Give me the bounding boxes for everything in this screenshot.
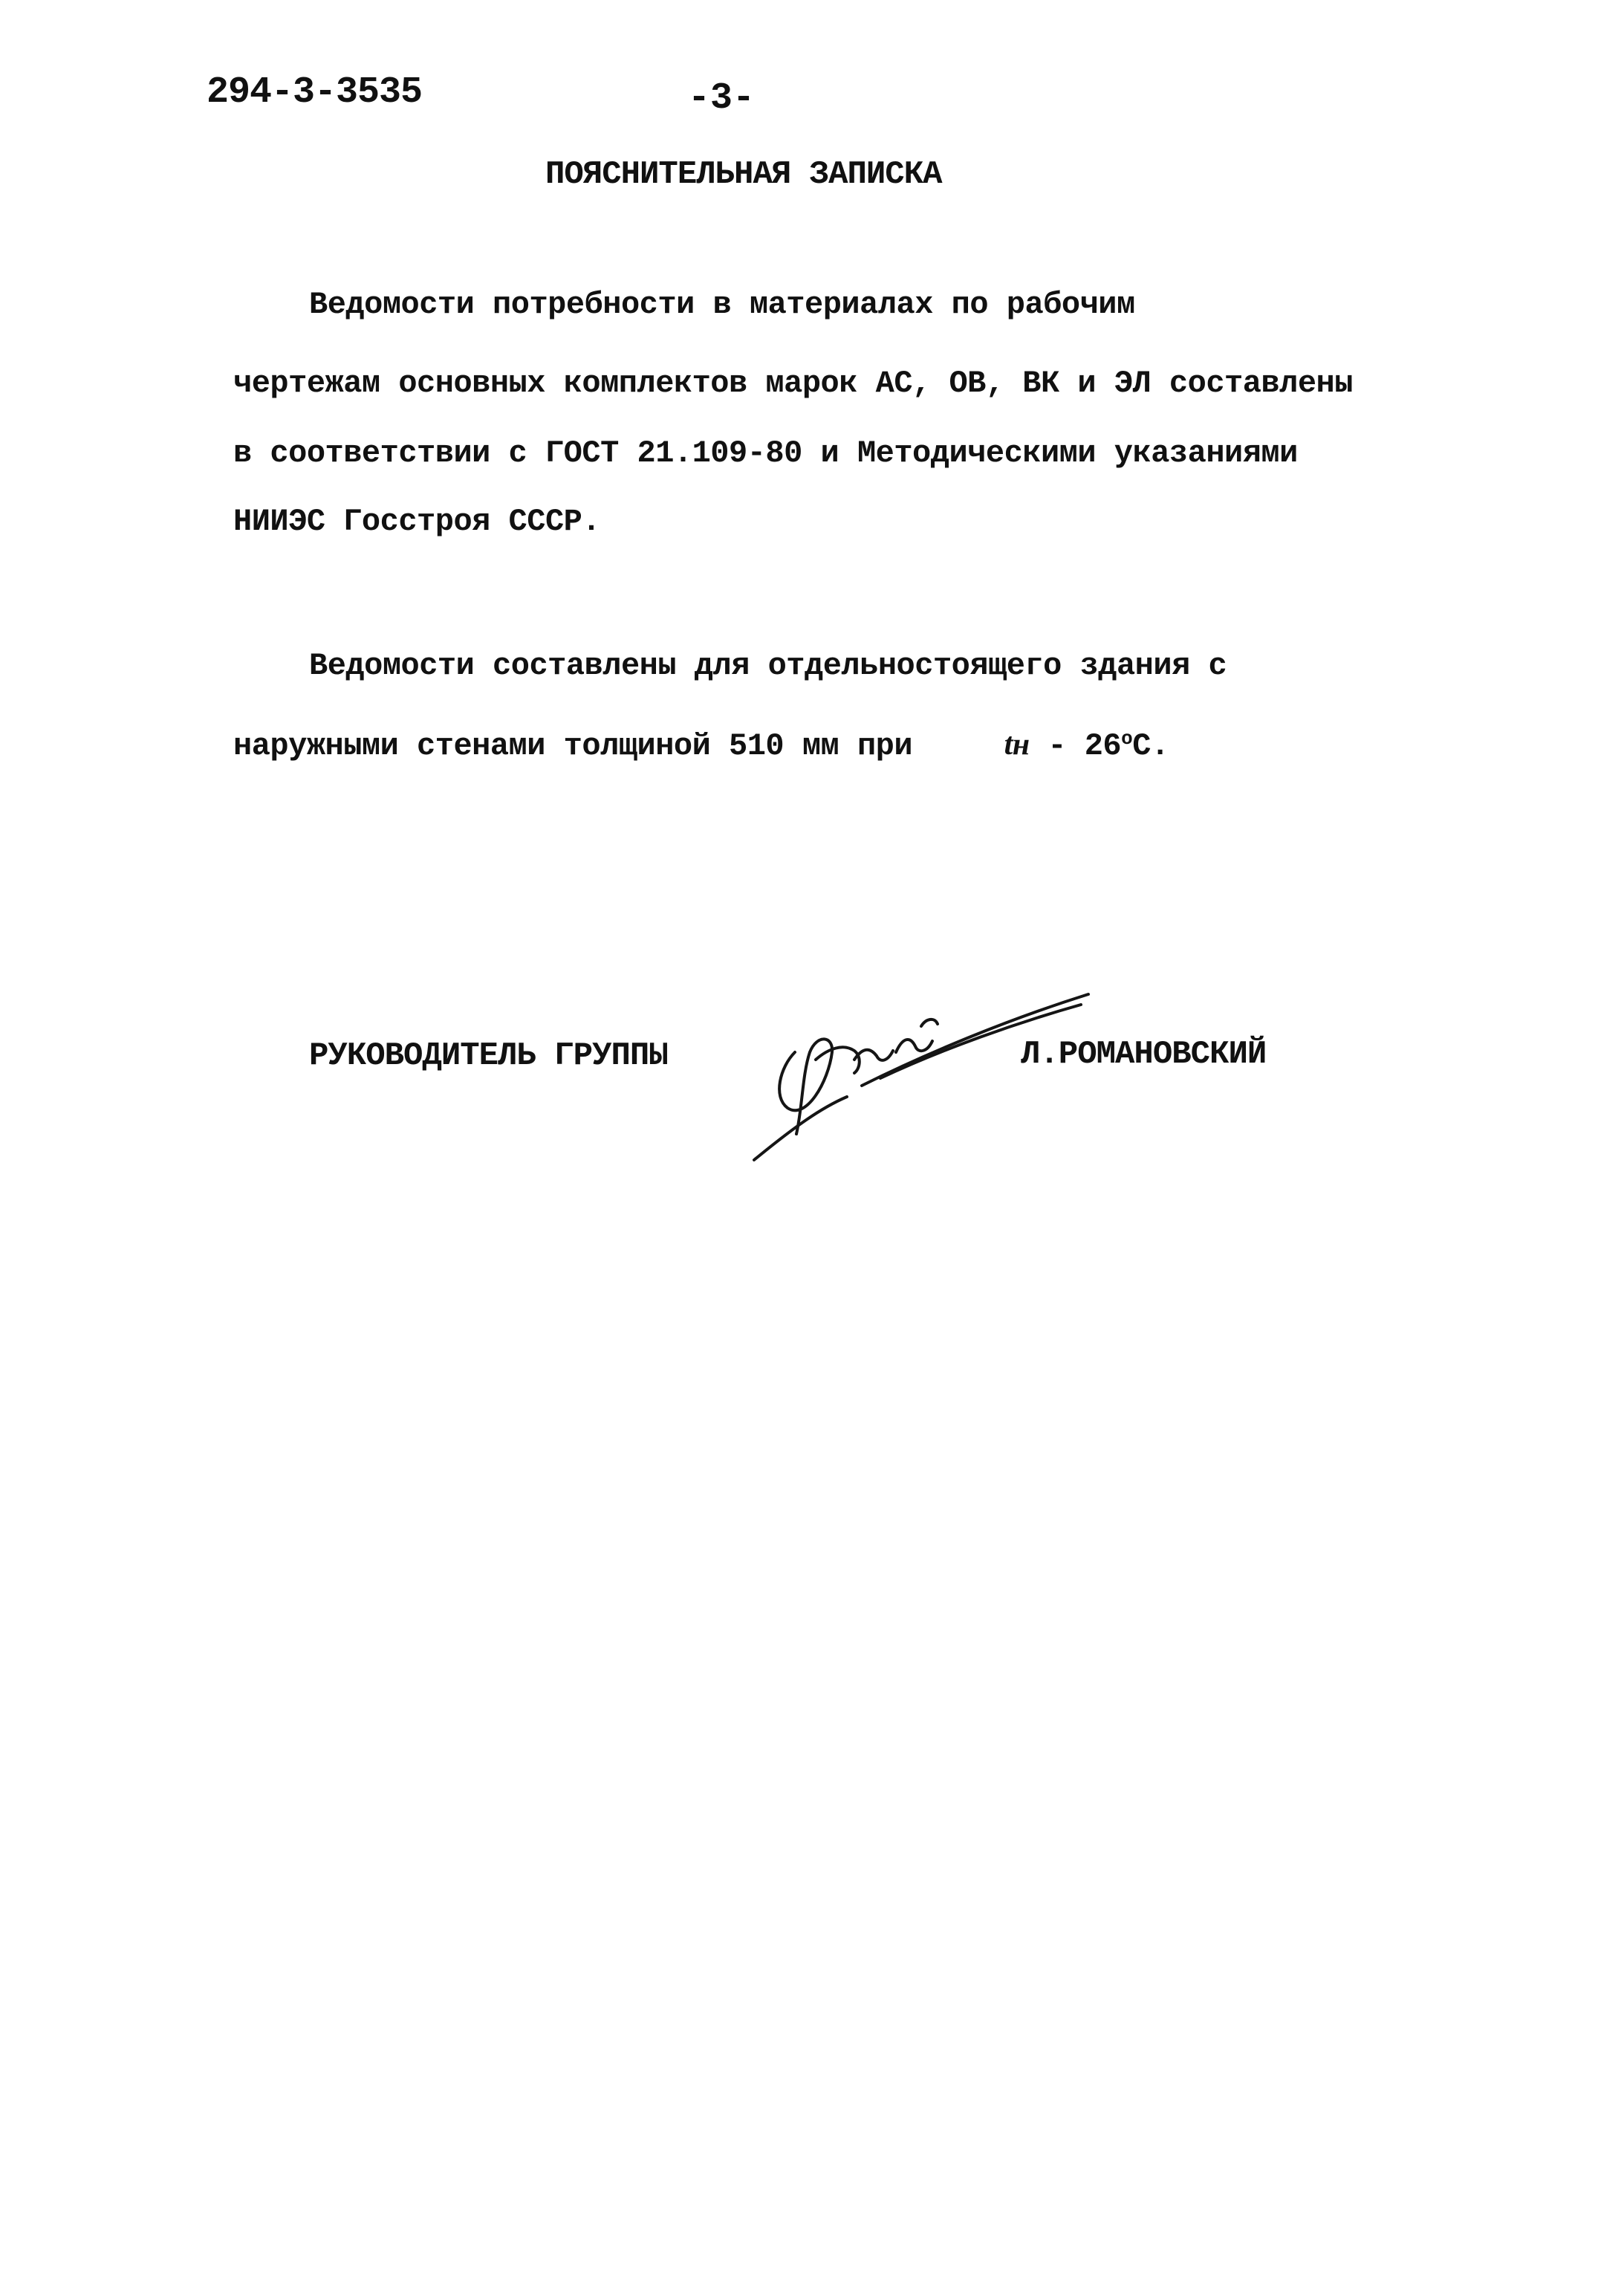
signatory-name: Л.РОМАНОВСКИЙ bbox=[1021, 1036, 1267, 1073]
temperature-unit: С. bbox=[1132, 728, 1169, 764]
paragraph-1-line-3: в соответствии с ГОСТ 21.109-80 и Методическими указаниями bbox=[233, 435, 1298, 471]
signatory-role: РУКОВОДИТЕЛЬ ГРУППЫ bbox=[309, 1037, 668, 1074]
degree-mark: о bbox=[1121, 727, 1133, 750]
page-number: -3- bbox=[688, 77, 756, 120]
outdoor-temperature-symbol: tн bbox=[1004, 727, 1030, 762]
temperature-value: - 26 bbox=[1048, 728, 1122, 764]
paragraph-2-line-1: Ведомости составлены для отдельностоящего здания с bbox=[309, 648, 1227, 684]
document-title: ПОЯСНИТЕЛЬНАЯ ЗАПИСКА bbox=[545, 156, 942, 193]
paragraph-2-line-2-text: наружными стенами толщиной 510 мм при bbox=[233, 728, 913, 764]
document-code: 294-3-3535 bbox=[207, 71, 423, 114]
paragraph-1-line-2: чертежам основных комплектов марок АС, ОВ, ВК и ЭЛ составлены bbox=[233, 366, 1353, 401]
paragraph-1-line-1: Ведомости потребности в материалах по рабочим bbox=[309, 287, 1135, 322]
paragraph-1-line-4: НИИЭС Госстроя СССР. bbox=[233, 504, 601, 539]
paragraph-2-line-2 bbox=[233, 727, 1169, 764]
